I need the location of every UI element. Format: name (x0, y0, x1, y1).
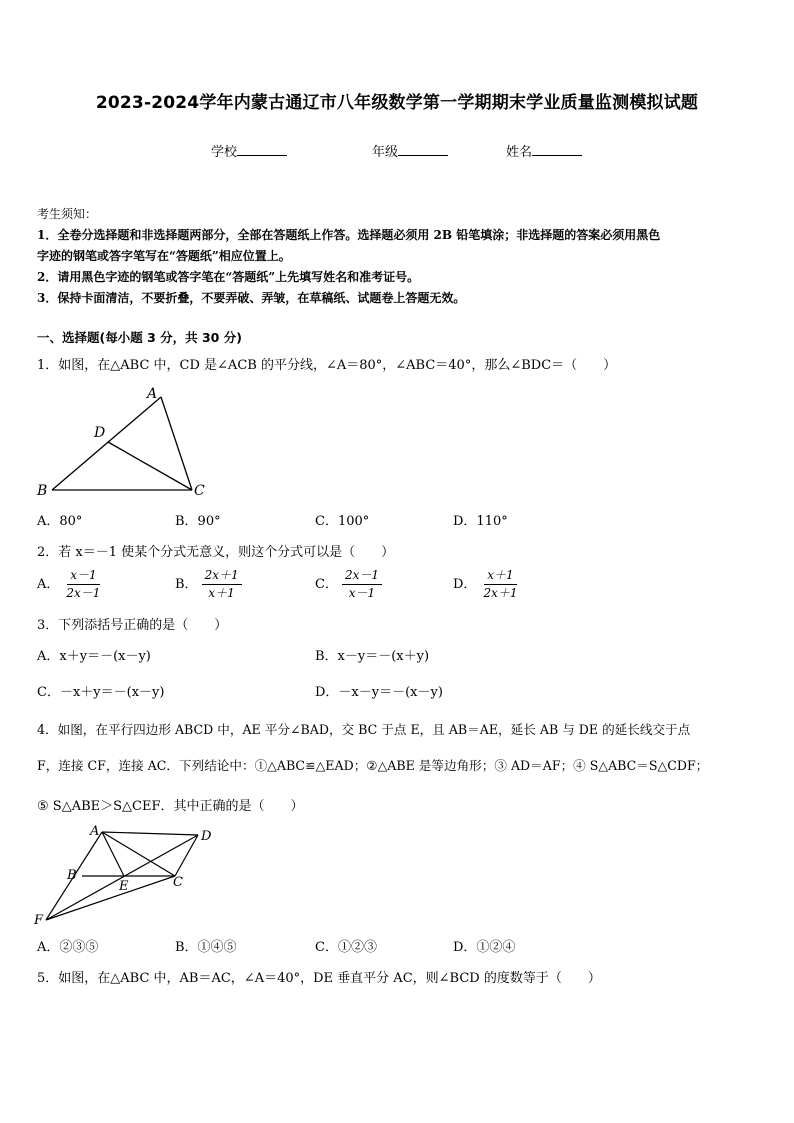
q2-b-numerator: 2x＋1 (202, 567, 242, 585)
q2-option-c-letter: C． (315, 577, 338, 592)
notice-item-2: 2．请用黑色字迹的钢笔或答字笔在“答题纸”上先填写姓名和准考证号。 (37, 270, 420, 284)
q4-option-a: A．②③⑤ (37, 940, 99, 955)
q1-label-b: B (37, 483, 48, 499)
name-field (506, 141, 582, 160)
q4-label-b: B (67, 868, 77, 883)
q3-option-a: A．x＋y＝－(x－y) (37, 649, 151, 664)
q1-label-d: D (94, 425, 106, 441)
q1-bisector-cd (108, 442, 192, 490)
q3-stem: 3．下列添括号正确的是（ ） (37, 618, 228, 633)
q4-label-d: D (201, 829, 212, 844)
q2-option-c (315, 567, 382, 602)
q2-b-denominator: x＋1 (208, 586, 235, 600)
q2-option-a-fraction (63, 567, 103, 602)
q4-line-1: 4．如图，在平行四边形 ABCD 中，AE 平分∠BAD，交 BC 于点 E，且 AB＝AE，延长 AB 与 DE 的延长线交于点 (37, 722, 691, 737)
q2-option-c-fraction (342, 567, 382, 602)
notice-heading: 考生须知： (37, 207, 98, 221)
q2-option-d-letter: D． (453, 577, 477, 592)
q2-option-d-fraction (480, 567, 520, 602)
q2-option-b-fraction (202, 567, 242, 602)
q1-option-a: A．80° (37, 514, 83, 529)
q2-d-denominator: 2x＋1 (483, 586, 518, 600)
q4-line-3: ⑤ S△ABE＞S△CEF．其中正确的是（ ） (37, 799, 304, 814)
q2-option-b (175, 567, 242, 602)
section-heading: 一、选择题(每小题 3 分，共 30 分) (37, 330, 242, 345)
q1-option-c: C．100° (315, 514, 370, 529)
exam-title: 2023-2024学年内蒙古通辽市八年级数学第一学期期末学业质量监测模拟试题 (95, 93, 699, 113)
name-label: 姓名 (506, 145, 533, 160)
q2-option-b-letter: B． (175, 577, 198, 592)
q1-label-c: C (194, 483, 205, 499)
q1-side-ba (52, 397, 161, 490)
q1-stem: 1．如图，在△ABC 中，CD 是∠ACB 的平分线，∠A＝80°，∠ABC＝40°，那么∠BDC＝（ ） (37, 358, 617, 373)
notice-item-3: 3．保持卡面清洁，不要折叠，不要弄破、弄皱，在草稿纸、试题卷上答题无效。 (37, 291, 466, 305)
school-field (211, 141, 287, 160)
grade-blank (398, 143, 448, 156)
school-label: 学校 (211, 145, 238, 160)
q2-c-denominator: x－1 (348, 586, 376, 600)
q5-stem: 5．如图，在△ABC 中，AB＝AC，∠A＝40°，DE 垂直平分 AC，则∠BCD 的度数等于（ ） (37, 971, 601, 986)
q1-side-ac (161, 397, 192, 490)
q4-label-e: E (119, 879, 129, 894)
q3-option-b: B．x－y＝－(x＋y) (315, 649, 430, 664)
q2-c-numerator: 2x－1 (342, 567, 382, 585)
grade-label: 年级 (372, 145, 399, 160)
q1-triangle-figure (30, 380, 220, 500)
q2-option-a-letter: A． (37, 577, 60, 592)
q4-label-f: F (34, 913, 44, 928)
grade-field (372, 141, 448, 160)
q2-d-numerator: x＋1 (484, 567, 516, 585)
q3-option-c: C．－x＋y＝－(x－y) (37, 685, 165, 700)
q4-line-2: F，连接 CF，连接 AC．下列结论中：①△ABC≌△EAD；②△ABE 是等边角形；③ AD＝AF；④ S△ABC＝S△CDF； (37, 758, 709, 773)
q2-a-numerator: x－1 (67, 567, 99, 585)
q3-option-d: D．－x－y＝－(x－y) (315, 685, 443, 700)
notice-item-1b: 字迹的钢笔或答字笔写在“答题纸”相应位置上。 (37, 249, 291, 263)
q2-option-d (453, 567, 520, 602)
notice-block (37, 204, 660, 309)
q4-label-c: C (173, 875, 183, 890)
name-blank (532, 143, 582, 156)
q4-option-d: D．①②④ (453, 940, 516, 955)
q2-option-a (37, 567, 103, 602)
q4-side-ad (102, 832, 198, 835)
q4-parallelogram-figure (30, 822, 220, 928)
q1-option-d: D．110° (453, 514, 508, 529)
q4-option-b: B．①④⑤ (175, 940, 237, 955)
school-blank (237, 143, 287, 156)
q4-line-cf (46, 876, 175, 920)
q2-a-denominator: 2x－1 (66, 586, 101, 600)
q4-option-c: C．①②③ (315, 940, 377, 955)
q4-label-a: A (90, 824, 100, 839)
q1-label-a: A (147, 386, 158, 402)
q2-stem: 2．若 x＝－1 使某个分式无意义，则这个分式可以是（ ） (37, 545, 395, 560)
q1-option-b: B．90° (175, 514, 221, 529)
notice-item-1a: 1．全卷分选择题和非选择题两部分，全部在答题纸上作答。选择题必须用 2B 铅笔填涂；非选择题的答案必须用黑色 (37, 228, 661, 242)
